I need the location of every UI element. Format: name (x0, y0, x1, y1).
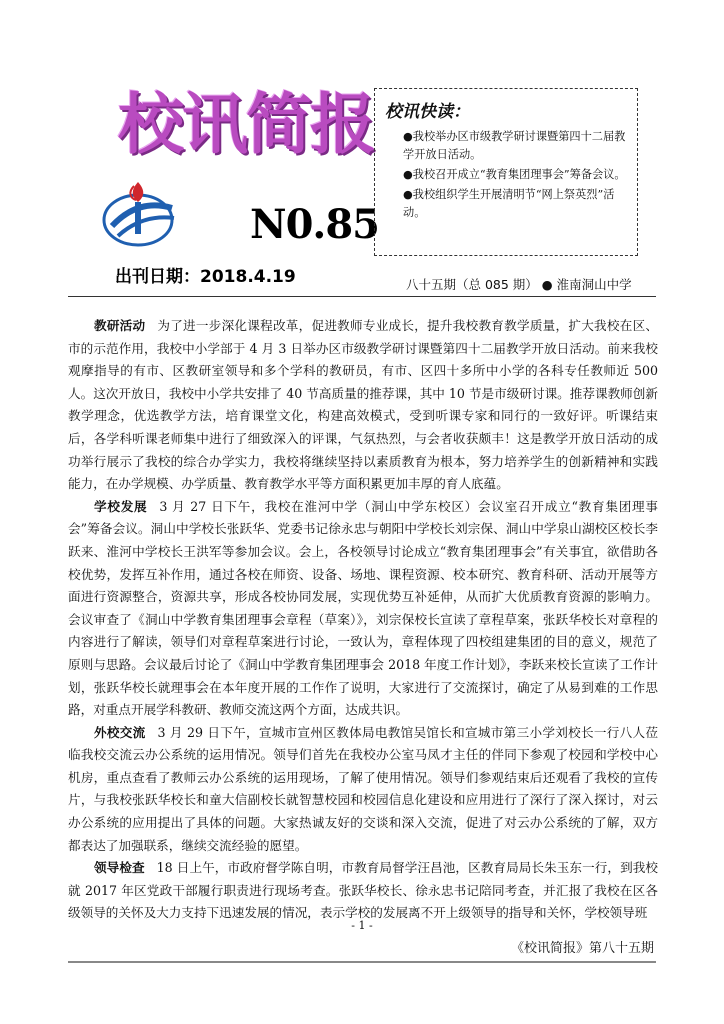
article-lead: 学校发展 (94, 498, 148, 514)
article-text: 3 月 29 日下午，宣城市宣州区教体局电教馆吴馆长和宣城市第三小学刘校长一行八人莅临我校交流云办公系统的运用情况。领导们首先在我校办公室马凤才主任的伴同下参观了校园和学校中心机房，重点查看了教师云办公系统的运用现场，了解了使用情况。领导们参观结束后还观看了我校的宣传片，与我校张跃华校长和童大信副校长就智慧校园和校园信息化建设和应用进行了深行了深入探讨，对云办公系统的应用提出了具体的问题。大家热诚友好的交谈和深入交流，促进了对云办公系统的了解，双方都表达了加强联系，继续交流经验的愿望。 (68, 724, 658, 853)
quick-read-item: ●我校举办区市级教学研讨课暨第四十二届教学开放日活动。 (403, 130, 626, 161)
torch-emblem-icon (98, 178, 190, 250)
article-text: 3 月 27 日下午，我校在淮河中学（洞山中学东校区）会议室召开成立“教育集团理事会”筹备会议。洞山中学校长张跃华、党委书记徐永忠与朝阳中学校长刘宗保、洞山中学泉山湖校区校长李跃来、淮河中学校长王洪军等参加会议。会上，各校领导讨论成立“教育集团理事会”有关事宜，欲借助各校优势，发挥互补作用，通过各校在师资、设备、场地、课程资源、校本研究、教育科研、活动开展等方面进行资源整合，资源共享，形成各校协同发展，实现优势互补延伸，从而扩大优质教育资源的影响力。会议审查了《洞山中学教育集团理事会章程（草案）》，刘宗保校长宣读了章程草案，张跃华校长对章程的内容进行了解读，领导们对章程草案进行讨论，一致认为，章程体现了四校组建集团的目的意义，规范了原则与思路。会议最后讨论了《洞山中学教育集团理事会 2018 年度工作计划》，李跃来校长宣读了工作计划，张跃华校长就理事会在本年度开展的工作作了说明，大家进行了交流探讨，确定了从易到难的工作思路，对重点开展学科教研、教师交流这两个方面，达成共识。 (68, 498, 658, 718)
article-body (68, 315, 658, 925)
quick-read-box (374, 88, 638, 256)
article-paragraph (68, 315, 658, 496)
quick-read-item: ●我校召开成立“教育集团理事会”筹备会议。 (403, 168, 626, 181)
article-paragraph (68, 722, 658, 858)
article-text: 18 日上午，市政府督学陈自明，市教育局督学汪昌池，区教育局局长朱玉东一行，到我校就 2017 年区党政干部履行职责进行现场考查。张跃华校长、徐永忠书记陪同考查，并汇报了我校在区各级领导的关怀及大力支持下迅速发展的情况，表示学校的发展离不开上级领导的指导和关怀，学校领导班 (68, 860, 659, 921)
publication-date: 出刊日期：2018.4.19 (115, 267, 296, 287)
header-divider (68, 296, 656, 297)
page-number: - 1 - (351, 919, 373, 932)
quick-read-title: 校讯快读： (385, 102, 470, 122)
article-paragraph (68, 496, 658, 722)
issue-line: 八十五期（总 085 期） ● 淮南洞山中学 (406, 277, 632, 292)
issue-number: N0.85 (250, 201, 379, 248)
article-text: 为了进一步深化课程改革，促进教师专业成长，提升我校教育教学质量，扩大我校在区、市的示范作用，我校中小学部于 4 月 3 日举办区市级教学研讨课暨第四十二届教学开放日活动。前来我校观摩指导的有市、区教研室领导和多个学科的教研员，有市、区四十多所中小学的各科专任教师近 500 人。这次开放日，我校中小学共安排了 40 节高质量的推荐课，其中 10 节是市级研讨课。推荐课教师创新教学理念，优选教学方法，培育课堂文化，构建高效模式，受到听课专家和同行的一致好评。听课结束后，各学科听课老师集中进行了细致深入的评课，气氛热烈，与会者收获颇丰！这是教学开放日活动的成功举行展示了我校的综合办学实力，我校将继续坚持以素质教育为根本，努力培养学生的创新精神和实践能力，在办学规模、办学质量、教育教学水平等方面积累更加丰厚的育人底蕴。 (68, 318, 659, 492)
footer-divider (68, 961, 656, 963)
article-lead: 领导检查 (94, 860, 145, 876)
masthead-title: 校讯简报 (118, 86, 374, 163)
article-lead: 外校交流 (94, 724, 146, 740)
quick-read-item: ●我校组织学生开展清明节“网上祭英烈”活动。 (403, 188, 615, 219)
footer-title: 《校讯简报》第八十五期 (510, 941, 654, 956)
article-lead: 教研活动 (94, 318, 146, 333)
article-paragraph (68, 857, 658, 925)
